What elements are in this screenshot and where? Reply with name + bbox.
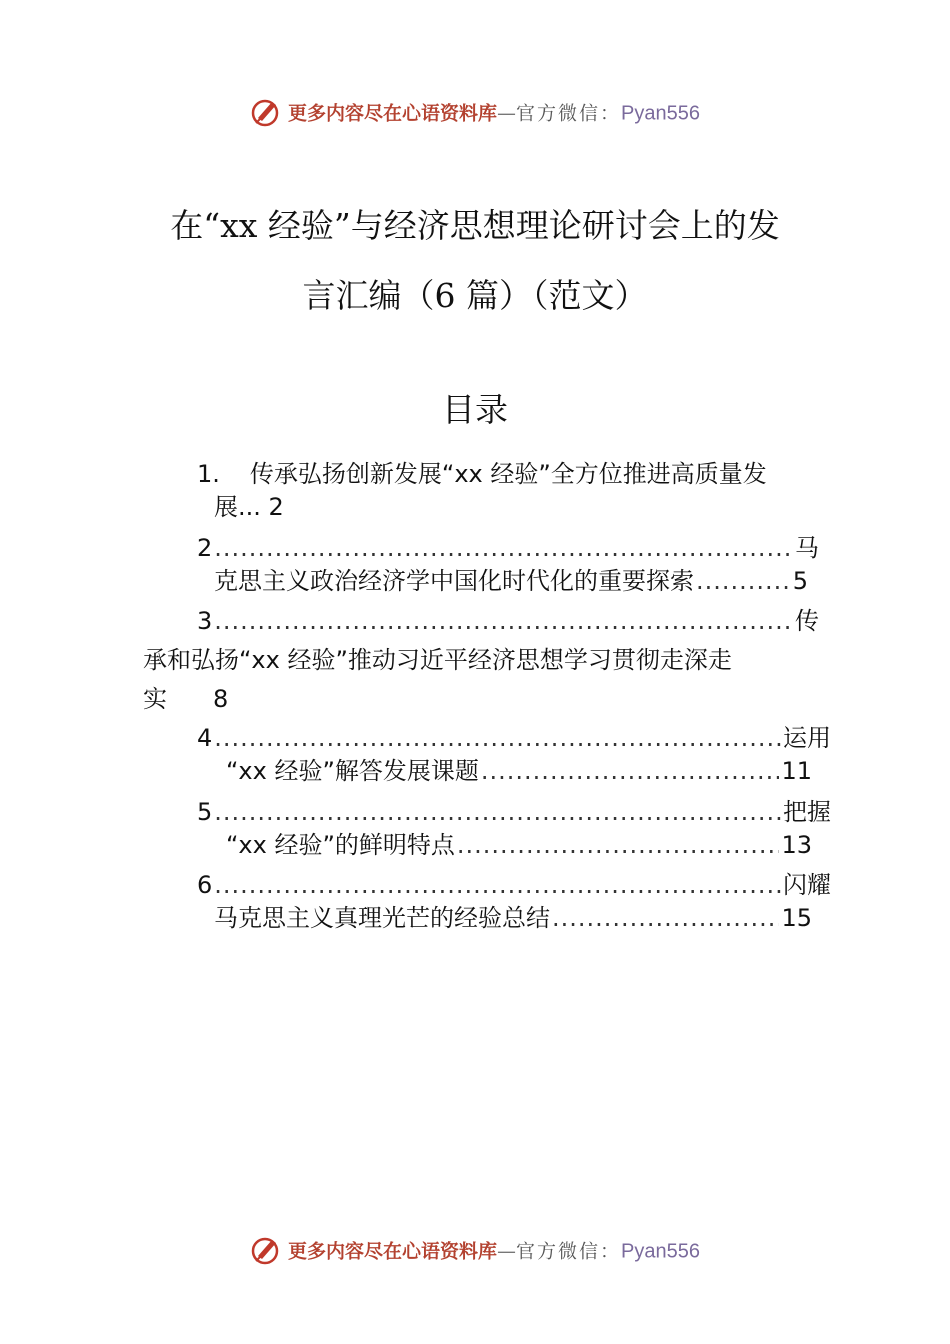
toc-leader-dots bbox=[214, 797, 781, 827]
toc-entry-2-cont[interactable] bbox=[214, 566, 808, 596]
toc-entry-4-cont[interactable] bbox=[226, 756, 812, 786]
toc-entry-3[interactable] bbox=[197, 606, 819, 636]
toc-entry-2-head: 马 bbox=[795, 534, 819, 562]
toc-entry-2-title: 克思主义政治经济学中国化时代化的重要探索 bbox=[214, 567, 694, 595]
toc-entry-5-cont[interactable] bbox=[226, 830, 812, 860]
toc-entry-5-head: 把握 bbox=[783, 798, 831, 826]
toc-entry-5[interactable] bbox=[197, 797, 831, 827]
header-watermark bbox=[0, 98, 950, 130]
toc-leader-dots bbox=[457, 830, 780, 860]
toc-entry-1[interactable] bbox=[197, 459, 767, 489]
wechat-id: Pyan556 bbox=[621, 1240, 700, 1263]
document-title-line-1: 在“xx 经验”与经济思想理论研讨会上的发 bbox=[170, 206, 780, 245]
toc-entry-3-page: 8 bbox=[213, 685, 229, 713]
footer-watermark bbox=[0, 1236, 950, 1268]
pen-seal-icon bbox=[250, 96, 282, 128]
dash: — bbox=[497, 102, 517, 125]
toc-entry-1-number: 1. bbox=[197, 460, 220, 488]
toc-leader-dots bbox=[481, 756, 780, 786]
toc-entry-6-cont[interactable] bbox=[214, 903, 812, 933]
brand-text: 更多内容尽在心语资料库 bbox=[288, 1240, 498, 1263]
toc-entry-6[interactable] bbox=[197, 870, 831, 900]
toc-leader-dots bbox=[552, 903, 779, 933]
toc-entry-3-title-end: 实 bbox=[143, 685, 167, 713]
toc-entry-3-cont[interactable] bbox=[143, 684, 228, 714]
wechat-id: Pyan556 bbox=[621, 102, 700, 125]
toc-entry-2[interactable] bbox=[197, 533, 819, 563]
toc-entry-6-title: 马克思主义真理光芒的经验总结 bbox=[214, 904, 550, 932]
toc-heading: 目录 bbox=[442, 390, 508, 429]
toc-leader-dots bbox=[214, 533, 793, 563]
brand-text: 更多内容尽在心语资料库 bbox=[288, 102, 498, 125]
toc-entry-5-title: “xx 经验”的鲜明特点 bbox=[226, 831, 455, 859]
toc-entry-2-page: 5 bbox=[792, 567, 808, 595]
toc-leader-dots bbox=[214, 723, 781, 753]
toc-leader-dots bbox=[214, 870, 781, 900]
toc-leader-dots bbox=[696, 566, 791, 596]
toc-entry-5-number: 5 bbox=[197, 798, 213, 826]
toc-entry-4-title: “xx 经验”解答发展课题 bbox=[226, 757, 479, 785]
toc-entry-4-head: 运用 bbox=[783, 724, 831, 752]
toc-entry-6-head: 闪耀 bbox=[783, 871, 831, 899]
toc-entry-3-number: 3 bbox=[197, 607, 213, 635]
toc-entry-1-title: 传承弘扬创新发展“xx 经验”全方位推进高质量发 bbox=[249, 460, 767, 488]
wechat-label: 官方微信： bbox=[516, 1240, 622, 1263]
toc-leader-dots bbox=[214, 606, 793, 636]
toc-entry-4-page: 11 bbox=[781, 757, 812, 785]
toc-entry-2-number: 2 bbox=[197, 534, 213, 562]
pen-seal-icon bbox=[250, 1234, 282, 1266]
wechat-label: 官方微信： bbox=[516, 102, 622, 125]
toc-entry-6-number: 6 bbox=[197, 871, 213, 899]
toc-entry-4[interactable] bbox=[197, 723, 831, 753]
toc-entry-4-number: 4 bbox=[197, 724, 213, 752]
dash: — bbox=[497, 1240, 517, 1263]
document-title-line-2: 言汇编（6 篇）（范文） bbox=[302, 276, 648, 315]
toc-entry-3-head: 传 bbox=[795, 607, 819, 635]
toc-entry-5-page: 13 bbox=[781, 831, 812, 859]
toc-entry-6-page: 15 bbox=[781, 904, 812, 932]
toc-entry-3-title[interactable]: 承和弘扬“xx 经验”推动习近平经济思想学习贯彻走深走 bbox=[143, 646, 732, 674]
toc-entry-1-cont[interactable]: 展... 2 bbox=[214, 493, 284, 521]
